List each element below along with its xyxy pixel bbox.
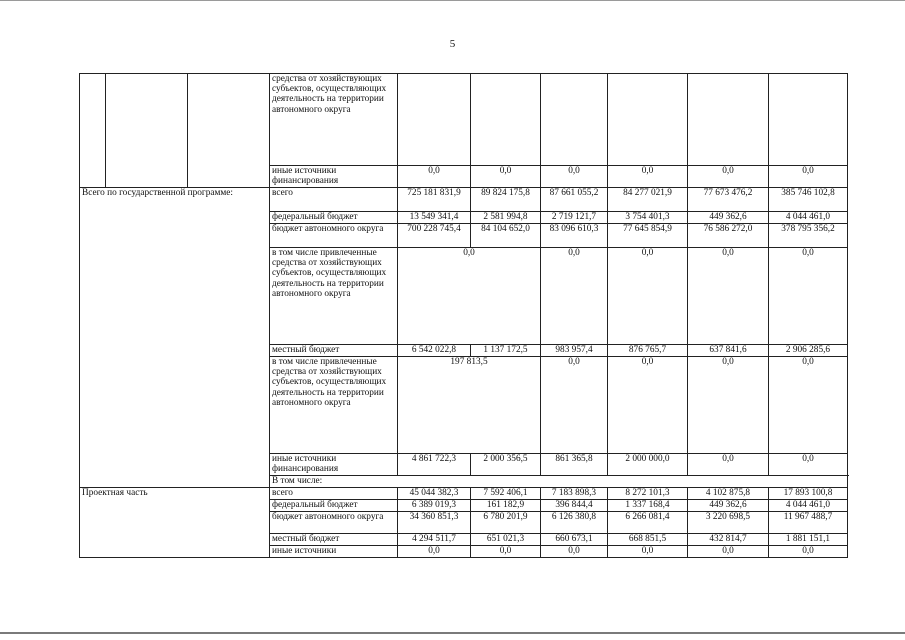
value-cell: 0,0 [608, 546, 688, 558]
value-cell: 378 795 356,2 [769, 224, 848, 248]
table-row [80, 188, 848, 212]
value-cell: 11 967 488,7 [769, 512, 848, 534]
source-label: иные источники финансирования [270, 454, 398, 476]
value-cell: 0,0 [688, 357, 769, 454]
value-cell: 4 861 722,3 [398, 454, 471, 476]
value-cell: 0,0 [688, 248, 769, 345]
value-cell: 4 044 461,0 [769, 212, 848, 224]
value-cell: 0,0 [608, 166, 688, 188]
section-project-label: Проектная часть [80, 488, 270, 558]
value-cell: 725 181 831,9 [398, 188, 471, 212]
value-cell: 2 000 000,0 [608, 454, 688, 476]
value-cell [541, 74, 608, 166]
value-cell: 0,0 [471, 546, 541, 558]
source-label: бюджет автономного округа [270, 512, 398, 534]
table-row [80, 488, 848, 500]
value-cell [608, 74, 688, 166]
value-cell: 76 586 272,0 [688, 224, 769, 248]
value-cell: 700 228 745,4 [398, 224, 471, 248]
value-cell: 3 754 401,3 [608, 212, 688, 224]
value-cell: 432 814,7 [688, 534, 769, 546]
source-label: средства от хозяйствующих субъектов, осуществляющих деятельность на территории автономного округа [270, 74, 398, 166]
value-cell: 6 126 380,8 [541, 512, 608, 534]
value-cell: 0,0 [398, 546, 471, 558]
source-label: в том числе привлеченные средства от хозяйствующих субъектов, осуществляющих деятельность на территории автономного округа [270, 248, 398, 345]
value-cell: 651 021,3 [471, 534, 541, 546]
source-label: иные источники финансирования [270, 166, 398, 188]
value-cell: 2 000 356,5 [471, 454, 541, 476]
value-cell: 0,0 [608, 248, 688, 345]
value-cell: 0,0 [398, 166, 471, 188]
row-num-cell [80, 74, 106, 188]
value-cell: 660 673,1 [541, 534, 608, 546]
value-cell: 0,0 [769, 166, 848, 188]
value-cell: 6 542 022,8 [398, 345, 471, 357]
table-row [80, 74, 848, 166]
value-cell: 4 294 511,7 [398, 534, 471, 546]
value-cell: 0,0 [541, 166, 608, 188]
value-cell: 449 362,6 [688, 212, 769, 224]
value-cell [471, 74, 541, 166]
value-cell: 0,0 [541, 546, 608, 558]
page-number: 5 [449, 38, 456, 50]
value-cell: 0,0 [769, 248, 848, 345]
value-cell: 1 137 172,5 [471, 345, 541, 357]
value-cell: 77 673 476,2 [688, 188, 769, 212]
value-cell: 1 881 151,1 [769, 534, 848, 546]
value-cell: 89 824 175,8 [471, 188, 541, 212]
value-cell: 197 813,5 [398, 357, 541, 454]
scan-edge-bottom [0, 632, 905, 634]
value-cell: 4 044 461,0 [769, 500, 848, 512]
value-cell: 0,0 [769, 546, 848, 558]
value-cell: 6 266 081,4 [608, 512, 688, 534]
value-cell: 0,0 [541, 357, 608, 454]
value-cell: 0,0 [541, 248, 608, 345]
value-cell: 1 337 168,4 [608, 500, 688, 512]
value-cell: 6 780 201,9 [471, 512, 541, 534]
value-cell: 0,0 [688, 166, 769, 188]
value-cell: 0,0 [608, 357, 688, 454]
value-cell: 3 220 698,5 [688, 512, 769, 534]
value-cell: 861 365,8 [541, 454, 608, 476]
value-cell [769, 74, 848, 166]
value-cell: 668 851,5 [608, 534, 688, 546]
source-label: федеральный бюджет [270, 212, 398, 224]
value-cell: 7 183 898,3 [541, 488, 608, 500]
value-cell: 8 272 101,3 [608, 488, 688, 500]
source-label: в том числе привлеченные средства от хозяйствующих субъектов, осуществляющих деятельность на территории автономного округа [270, 357, 398, 454]
value-cell: 637 841,6 [688, 345, 769, 357]
value-cell: 83 096 610,3 [541, 224, 608, 248]
name-cell [106, 74, 188, 188]
executor-cell [188, 74, 270, 188]
value-cell: 13 549 341,4 [398, 212, 471, 224]
section-including-label: В том числе: [270, 476, 848, 488]
source-label: местный бюджет [270, 534, 398, 546]
value-cell: 6 389 019,3 [398, 500, 471, 512]
value-cell: 385 746 102,8 [769, 188, 848, 212]
value-cell: 449 362,6 [688, 500, 769, 512]
value-cell: 876 765,7 [608, 345, 688, 357]
value-cell: 2 719 121,7 [541, 212, 608, 224]
source-label: федеральный бюджет [270, 500, 398, 512]
value-cell: 0,0 [471, 166, 541, 188]
value-cell: 84 277 021,9 [608, 188, 688, 212]
value-cell: 2 581 994,8 [471, 212, 541, 224]
value-cell: 0,0 [688, 454, 769, 476]
value-cell: 77 645 854,9 [608, 224, 688, 248]
value-cell: 0,0 [769, 454, 848, 476]
scan-edge-top [0, 0, 905, 1]
value-cell: 87 661 055,2 [541, 188, 608, 212]
value-cell [688, 74, 769, 166]
value-cell: 84 104 652,0 [471, 224, 541, 248]
source-label: всего [270, 188, 398, 212]
value-cell: 396 844,4 [541, 500, 608, 512]
value-cell: 983 957,4 [541, 345, 608, 357]
value-cell: 4 102 875,8 [688, 488, 769, 500]
section-total-label: Всего по государственной программе: [80, 188, 270, 488]
value-cell: 0,0 [688, 546, 769, 558]
value-cell: 34 360 851,3 [398, 512, 471, 534]
source-label: бюджет автономного округа [270, 224, 398, 248]
value-cell [398, 74, 471, 166]
source-label: всего [270, 488, 398, 500]
value-cell: 45 044 382,3 [398, 488, 471, 500]
source-label: иные источники [270, 546, 398, 558]
value-cell: 2 906 285,6 [769, 345, 848, 357]
value-cell: 0,0 [769, 357, 848, 454]
budget-table [79, 73, 848, 558]
value-cell: 17 893 100,8 [769, 488, 848, 500]
value-cell: 0,0 [398, 248, 541, 345]
source-label: местный бюджет [270, 345, 398, 357]
value-cell: 161 182,9 [471, 500, 541, 512]
value-cell: 7 592 406,1 [471, 488, 541, 500]
